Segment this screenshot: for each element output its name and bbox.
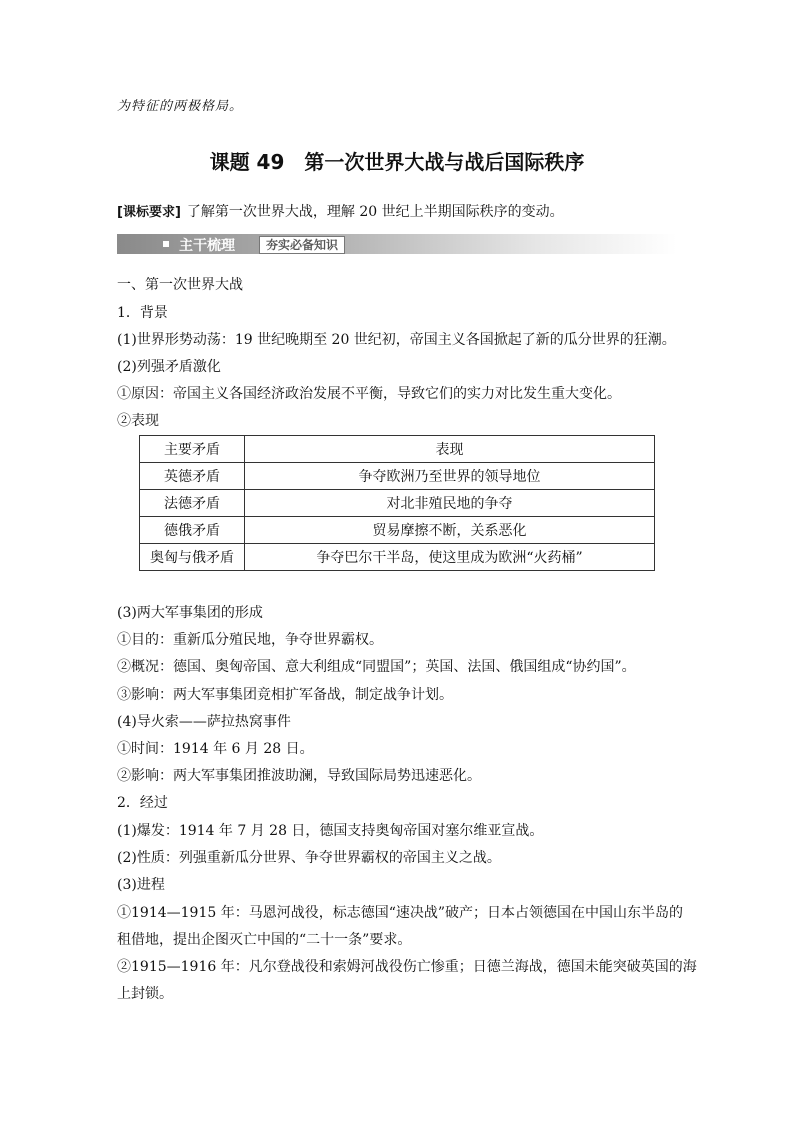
text-line: ②影响：两大军事集团推波助澜，导致国际局势迅速恶化。 [117, 768, 481, 784]
text-line: (1)爆发：1914 年 7 月 28 日，德国支持奥匈帝国对塞尔维亚宣战。 [117, 823, 544, 839]
table-row [140, 517, 655, 544]
table-cell: 贸易摩擦不断，关系恶化 [245, 517, 655, 544]
text-line: 租借地，提出企图灭亡中国的“二十一条”要求。 [117, 932, 412, 948]
text-line: ②概况：德国、奥匈帝国、意大利组成“同盟国”；英国、法国、俄国组成“协约国”。 [117, 659, 636, 675]
page-title: 课题 49 第一次世界大战与战后国际秩序 [209, 150, 585, 174]
text-line: (3)进程 [117, 877, 165, 893]
text-line: ①1914—1915 年：马恩河战役，标志德国“速决战”破产；日本占领德国在中国山东半岛的 [117, 905, 684, 921]
text-line: 2．经过 [117, 795, 168, 811]
text-line: ②1915—1916 年：凡尔登战役和索姆河战役伤亡惨重；日德兰海战，德国未能突破英国的海 [117, 959, 697, 975]
table-cell: 争夺欧洲乃至世界的领导地位 [245, 463, 655, 490]
text-line: (2)性质：列强重新瓜分世界、争夺世界霸权的帝国主义之战。 [117, 850, 501, 866]
text-line: 上封锁。 [117, 986, 173, 1002]
table-cell: 奥匈与俄矛盾 [140, 544, 245, 571]
table-header-row [140, 436, 655, 463]
table-cell: 英德矛盾 [140, 463, 245, 490]
table-cell: 对北非殖民地的争夺 [245, 490, 655, 517]
table-cell: 德俄矛盾 [140, 517, 245, 544]
table-header-cell: 主要矛盾 [140, 436, 245, 463]
text-line: 1．背景 [117, 305, 168, 321]
table-cell: 争夺巴尔干半岛，使这里成为欧洲“火药桶” [245, 544, 655, 571]
text-line: ①目的：重新瓜分殖民地，争夺世界霸权。 [117, 632, 383, 648]
requirement-text: 了解第一次世界大战，理解 20 世纪上半期国际秩序的变动。 [186, 204, 564, 220]
banner-sub-label: 夯实必备知识 [259, 236, 345, 254]
text-line: ①原因：帝国主义各国经济政治发展不平衡，导致它们的实力对比发生重大变化。 [117, 386, 621, 402]
table-cell: 法德矛盾 [140, 490, 245, 517]
square-bullet-icon [163, 241, 169, 247]
conflicts-table [139, 435, 655, 571]
table-row [140, 490, 655, 517]
text-line: (2)列强矛盾激化 [117, 359, 221, 375]
table-row [140, 463, 655, 490]
text-line: ①时间：1914 年 6 月 28 日。 [117, 741, 314, 757]
text-line: ③影响：两大军事集团竞相扩军备战，制定战争计划。 [117, 687, 453, 703]
text-line: ②表现 [117, 413, 159, 429]
section-banner [117, 234, 677, 254]
previous-section-fragment: 为特征的两极格局。 [117, 99, 244, 114]
table-row [140, 544, 655, 571]
text-line: (1)世界形势动荡：19 世纪晚期至 20 世纪初，帝国主义各国掀起了新的瓜分世界的狂潮。 [117, 332, 676, 348]
banner-main-label: 主干梳理 [179, 238, 235, 254]
curriculum-requirement [117, 201, 564, 221]
table-header-cell: 表现 [245, 436, 655, 463]
text-line: (4)导火索——萨拉热窝事件 [117, 714, 291, 730]
text-line: (3)两大军事集团的形成 [117, 605, 263, 621]
requirement-tag: [课标要求] [117, 205, 181, 220]
text-line: 一、第一次世界大战 [117, 277, 243, 293]
